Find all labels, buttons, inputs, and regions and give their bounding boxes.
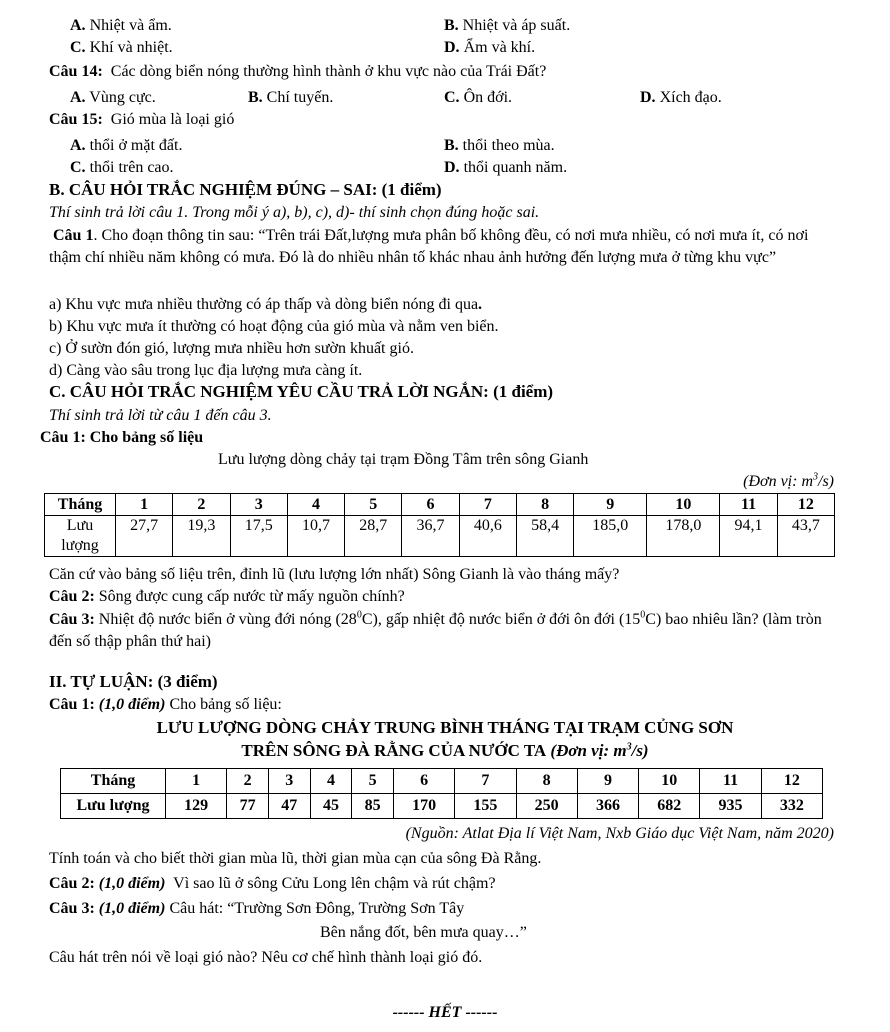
table-2-month: 11 (700, 769, 761, 794)
part-2-question-2: Câu 2: (1,0 điểm) Vì sao lũ ở sông Cửu Long lên chậm và rút chậm? (49, 875, 496, 892)
table-2-month: 9 (577, 769, 638, 794)
part-2-question-1-task: Tính toán và cho biết thời gian mùa lũ, thời gian mùa cạn của sông Đà Rằng. (49, 850, 542, 867)
table-1-header-label: Tháng (45, 494, 116, 516)
section-c-question-3: Câu 3: Nhiệt độ nước biển ở vùng đới nóng $(28^0C)$, gấp nhiệt độ nước biển ở đới ôn đới $(15^0C)$ bao nhiêu lần? (làm tròn đến số thập phân thứ hai) (49, 609, 822, 650)
table-1-row-label: Lưu lượng (45, 516, 116, 557)
q14-option-b: B. Chí tuyến. (248, 89, 334, 106)
table-1-value-row (45, 516, 835, 557)
q15-option-c: C. thổi trên cao. (70, 159, 174, 176)
q15-option-d: D. thổi quanh năm. (444, 159, 568, 176)
table-1-month: 12 (777, 494, 834, 516)
table-2-month: 6 (393, 769, 454, 794)
q15-question: Câu 15: Gió mùa là loại gió (49, 111, 235, 128)
table-1-value: 40,6 (459, 516, 516, 557)
statement-b: b) Khu vực mưa ít thường có hoạt động của gió mùa và nằm ven biển. (49, 318, 499, 335)
table-2-value-row (61, 794, 823, 819)
part-2-question-1: Câu 1: (1,0 điểm) Cho bảng số liệu: (49, 696, 282, 713)
table-1-month: 3 (230, 494, 287, 516)
q13-option-c: C. Khí và nhiệt. (70, 39, 173, 56)
section-c-heading: C. CÂU HỎI TRẮC NGHIỆM YÊU CẦU TRẢ LỜI NGẮN: (1 điểm) (49, 382, 554, 401)
table-1-month: 6 (402, 494, 459, 516)
table-2-value: 935 (700, 794, 761, 819)
table-2-value: 682 (639, 794, 700, 819)
table-2-value: 170 (393, 794, 454, 819)
table-2-month: 2 (227, 769, 269, 794)
part-2-question-3-line-2: Bên nắng đốt, bên mưa quay…” (320, 924, 527, 941)
q14-option-c: C. Ôn đới. (444, 89, 513, 106)
q15-option-b: B. thổi theo mùa. (444, 137, 555, 154)
table-2-month: 12 (761, 769, 822, 794)
table-2-value: 366 (577, 794, 638, 819)
part-2-question-3-question: Câu hát trên nói về loại gió nào? Nêu cơ chế hình thành loại gió đó. (49, 949, 483, 966)
table-1-value: 27,7 (116, 516, 173, 557)
section-c-question-1-text: Căn cứ vào bảng số liệu trên, đỉnh lũ (lưu lượng lớn nhất) Sông Gianh là vào tháng mấy? (49, 566, 620, 583)
table-1-month: 8 (516, 494, 573, 516)
table-2-value: 332 (761, 794, 822, 819)
table-2-source: (Nguồn: Atlat Địa lí Việt Nam, Nxb Giáo dục Việt Nam, năm 2020) (405, 825, 834, 842)
table-1-value: 178,0 (647, 516, 720, 557)
table-1-month: 5 (345, 494, 402, 516)
table-2-value: 77 (227, 794, 269, 819)
statement-c: c) Ở sườn đón gió, lượng mưa nhiều hơn sườn khuất gió. (49, 340, 414, 357)
section-b-instruction: Thí sinh trả lời câu 1. Trong mỗi ý a), b), c), d)- thí sinh chọn đúng hoặc sai. (49, 204, 540, 221)
table-2-value: 250 (516, 794, 577, 819)
table-2-month: 3 (268, 769, 310, 794)
table-1-value: 19,3 (173, 516, 230, 557)
table-1-month: 2 (173, 494, 230, 516)
table-1-header-row (45, 494, 835, 516)
table-2-title-line-2: TRÊN SÔNG ĐÀ RẰNG CỦA NƯỚC TA (Đơn vị: $m^3/s$) (241, 741, 649, 760)
q15-option-a: A. thổi ở mặt đất. (70, 137, 183, 154)
section-b-heading: B. CÂU HỎI TRẮC NGHIỆM ĐÚNG – SAI: (1 điểm) (49, 180, 442, 199)
table-2-header-label: Tháng (61, 769, 166, 794)
table-1-value: 94,1 (720, 516, 777, 557)
part-2-question-3: Câu 3: (1,0 điểm) Câu hát: “Trường Sơn Đông, Trường Sơn Tây (49, 900, 465, 917)
q14-option-d: D. Xích đạo. (640, 89, 722, 106)
table-1-value: 185,0 (574, 516, 647, 557)
table-1-value: 58,4 (516, 516, 573, 557)
end-marker: ------ HẾT ------ (392, 1004, 498, 1021)
table-1-value: 17,5 (230, 516, 287, 557)
part-2-heading: II. TỰ LUẬN: (3 điểm) (49, 672, 218, 691)
table-2-header-row (61, 769, 823, 794)
table-1-month: 11 (720, 494, 777, 516)
table-2-month: 10 (639, 769, 700, 794)
table-1 (44, 493, 835, 557)
table-2-month: 4 (310, 769, 352, 794)
table-2-value: 45 (310, 794, 352, 819)
q14-question: Câu 14: Các dòng biển nóng thường hình thành ở khu vực nào của Trái Đất? (49, 63, 547, 80)
section-b-question-1: Câu 1. Cho đoạn thông tin sau: “Trên trái Đất,lượng mưa phân bố không đều, có nơi mưa nhiều, có nơi mưa ít, có nơi thậm chí nhiều năm không có mưa. Đó là do nhiều nhân tố khác nhau ảnh hưởng đến lượng mưa ở từng khu vực” (49, 227, 809, 266)
table-2-month: 8 (516, 769, 577, 794)
q13-option-b: B. Nhiệt và áp suất. (444, 17, 571, 34)
table-2-month: 7 (455, 769, 516, 794)
table-1-month: 7 (459, 494, 516, 516)
table-2-value: 155 (455, 794, 516, 819)
statement-d: d) Càng vào sâu trong lục địa lượng mưa càng ít. (49, 362, 363, 379)
q14-option-a: A. Vùng cực. (70, 89, 156, 106)
table-1-month: 4 (287, 494, 344, 516)
table-1-month: 10 (647, 494, 720, 516)
q13-option-a: A. Nhiệt và ẩm. (70, 17, 172, 34)
table-2-value: 47 (268, 794, 310, 819)
table-2-row-label: Lưu lượng (61, 794, 166, 819)
table-1-month: 1 (116, 494, 173, 516)
table-1-value: 28,7 (345, 516, 402, 557)
table-2 (60, 768, 823, 819)
table-1-value: 43,7 (777, 516, 834, 557)
table-1-value: 36,7 (402, 516, 459, 557)
statement-a: a) Khu vực mưa nhiều thường có áp thấp và dòng biển nóng đi qua. (49, 296, 483, 313)
table-1-title: Lưu lượng dòng chảy tại trạm Đồng Tâm trên sông Gianh (218, 451, 589, 468)
section-c-instruction: Thí sinh trả lời từ câu 1 đến câu 3. (49, 407, 272, 424)
table-2-month: 5 (352, 769, 394, 794)
section-c-question-2: Câu 2: Sông được cung cấp nước từ mấy nguồn chính? (49, 588, 405, 605)
table-2-month: 1 (166, 769, 227, 794)
table-1-month: 9 (574, 494, 647, 516)
table-1-value: 10,7 (287, 516, 344, 557)
table-1-unit: (Đơn vị: $m^3/s$) (743, 471, 834, 490)
section-c-question-1-heading: Câu 1: Cho bảng số liệu (40, 429, 204, 446)
table-2-value: 129 (166, 794, 227, 819)
q13-option-d: D. Ẩm và khí. (444, 39, 536, 56)
table-2-title-line-1: LƯU LƯỢNG DÒNG CHẢY TRUNG BÌNH THÁNG TẠI TRẠM CỦNG SƠN (156, 718, 734, 737)
table-2-value: 85 (352, 794, 394, 819)
